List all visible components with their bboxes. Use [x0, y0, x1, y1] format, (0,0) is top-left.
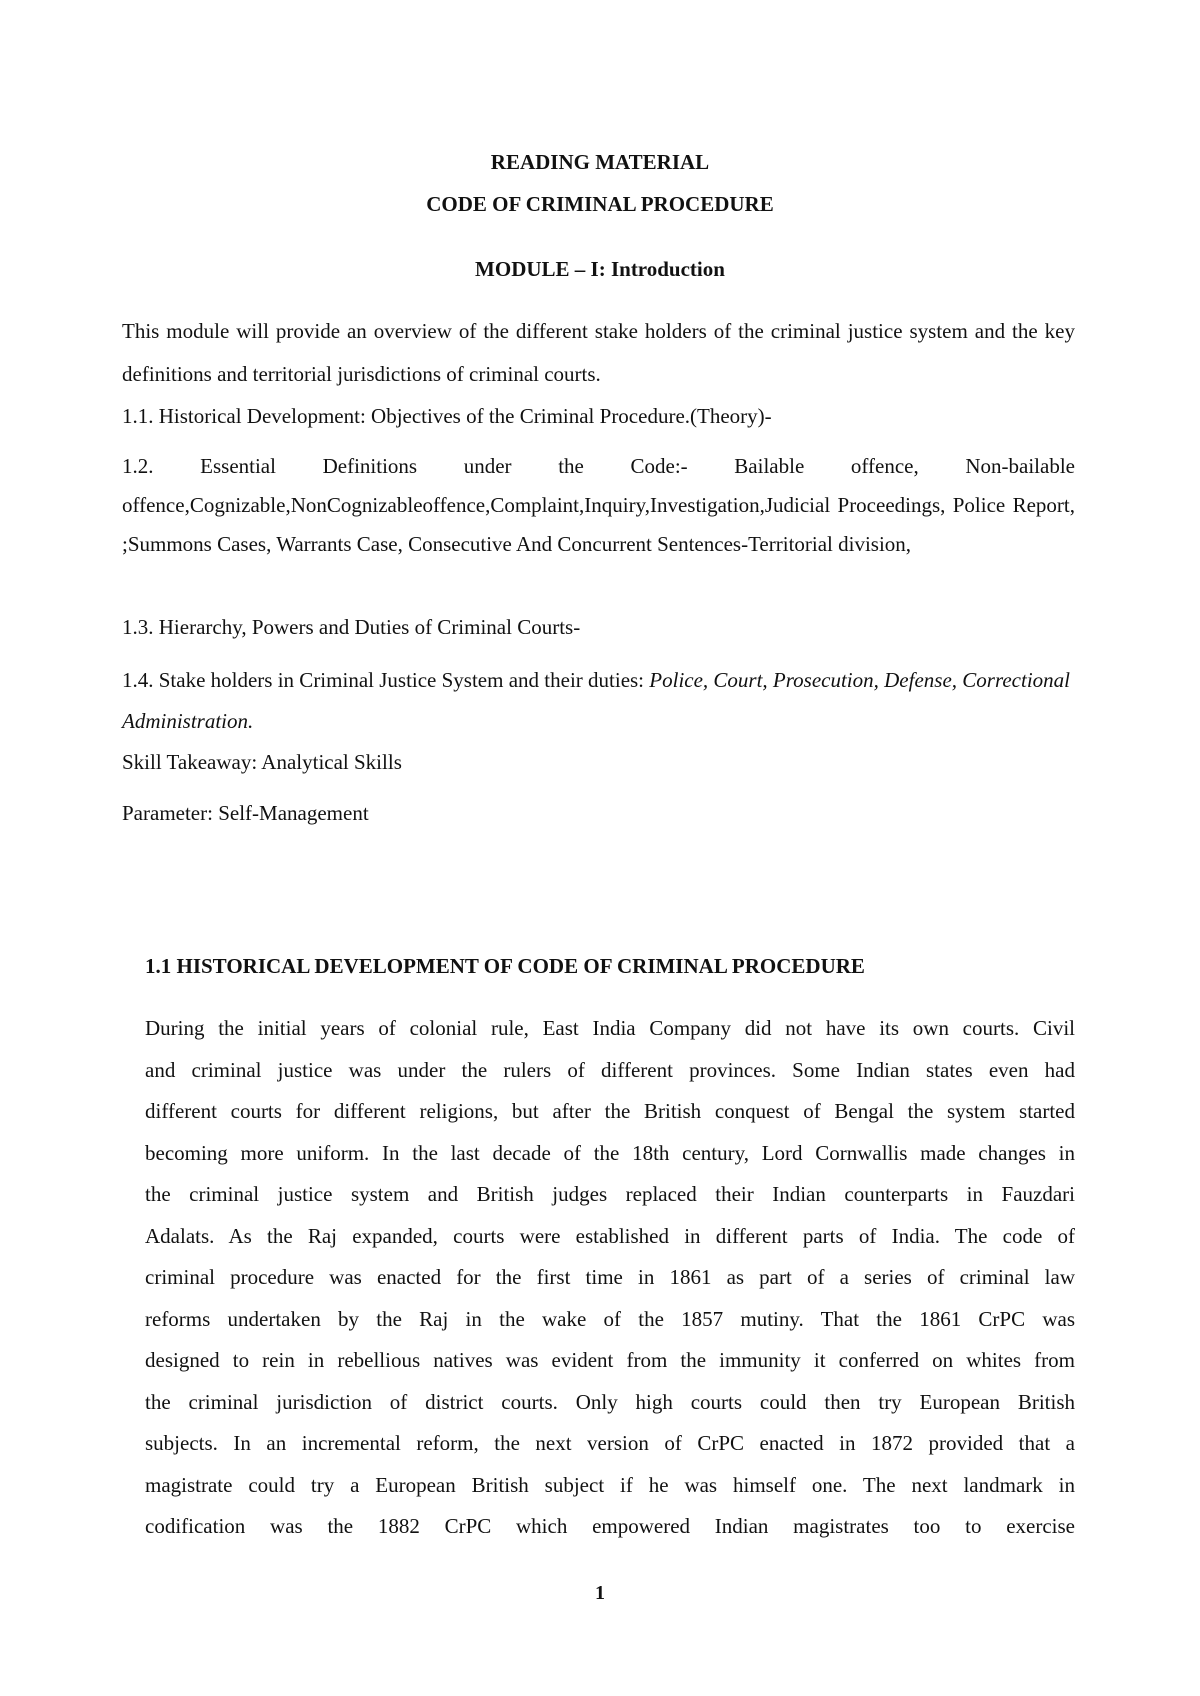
- page-number: 1: [595, 1582, 605, 1604]
- topic-1-1: 1.1. Historical Development: Objectives of the Criminal Procedure.(Theory)-: [122, 404, 772, 428]
- topic-1-3: 1.3. Hierarchy, Powers and Duties of Criminal Courts-: [122, 615, 581, 639]
- body-line: reforms undertaken by the Raj in the wake of the 1857 mutiny. That the 1861 CrPC was: [145, 1306, 1075, 1331]
- topic-1-2: 1.2. Essential Definitions under the Code:- Bailable offence, Non-bailable offence,Cognizable,NonCognizableoffence,Complaint,Inquiry,Investigation,Judicial Proceedings, Police Report, ;Summons Cases, Warrants Case, Consecutive And Concurrent Sentences-Territorial division,: [122, 454, 1075, 556]
- body-line: different courts for different religions, but after the British conquest of Bengal the system started: [145, 1099, 1075, 1123]
- body-line: magistrate could try a European British subject if he was himself one. The next landmark in: [145, 1472, 1075, 1497]
- body-line: and criminal justice was under the rulers of different provinces. Some Indian states even had: [145, 1057, 1075, 1082]
- section-heading: 1.1 HISTORICAL DEVELOPMENT OF CODE OF CRIMINAL PROCEDURE: [145, 954, 865, 978]
- body-line: Adalats. As the Raj expanded, courts were established in different parts of India. The code of: [145, 1223, 1075, 1248]
- module-heading: MODULE – I: Introduction: [475, 257, 725, 281]
- topic-1-4: [122, 660, 1075, 742]
- body-line: criminal procedure was enacted for the first time in 1861 as part of a series of criminal law: [145, 1265, 1075, 1289]
- topic-1-4-text: 1.4. Stake holders in Criminal Justice System and their duties:: [122, 668, 650, 692]
- overview-paragraph: This module will provide an overview of the different stake holders of the criminal justice system and the key definitions and territorial jurisdictions of criminal courts.: [122, 319, 1075, 386]
- topic-1-4-stakeholders: Police, Court, Prosecution, Defense, Correctional Administration.: [122, 668, 1070, 733]
- body-line: subjects. In an incremental reform, the next version of CrPC enacted in 1872 provided that a: [145, 1431, 1075, 1455]
- section-body: [145, 1008, 1075, 1548]
- body-line: the criminal justice system and British judges replaced their Indian counterparts in Fauzdari: [145, 1182, 1075, 1206]
- body-line: During the initial years of colonial rule, East India Company did not have its own courts. Civil: [145, 1016, 1075, 1040]
- body-line: the criminal jurisdiction of district courts. Only high courts could then try European British: [145, 1389, 1075, 1414]
- skill-takeaway: Skill Takeaway: Analytical Skills: [122, 750, 402, 774]
- parameter: Parameter: Self-Management: [122, 801, 369, 825]
- document-title: READING MATERIAL: [490, 150, 710, 174]
- body-line: designed to rein in rebellious natives was evident from the immunity it conferred on whites from: [145, 1348, 1075, 1372]
- body-line: codification was the 1882 CrPC which empowered Indian magistrates too to exercise: [145, 1514, 1075, 1538]
- document-subtitle: CODE OF CRIMINAL PROCEDURE: [426, 192, 774, 216]
- body-line: becoming more uniform. In the last decade of the 18th century, Lord Cornwallis made changes in: [145, 1140, 1075, 1165]
